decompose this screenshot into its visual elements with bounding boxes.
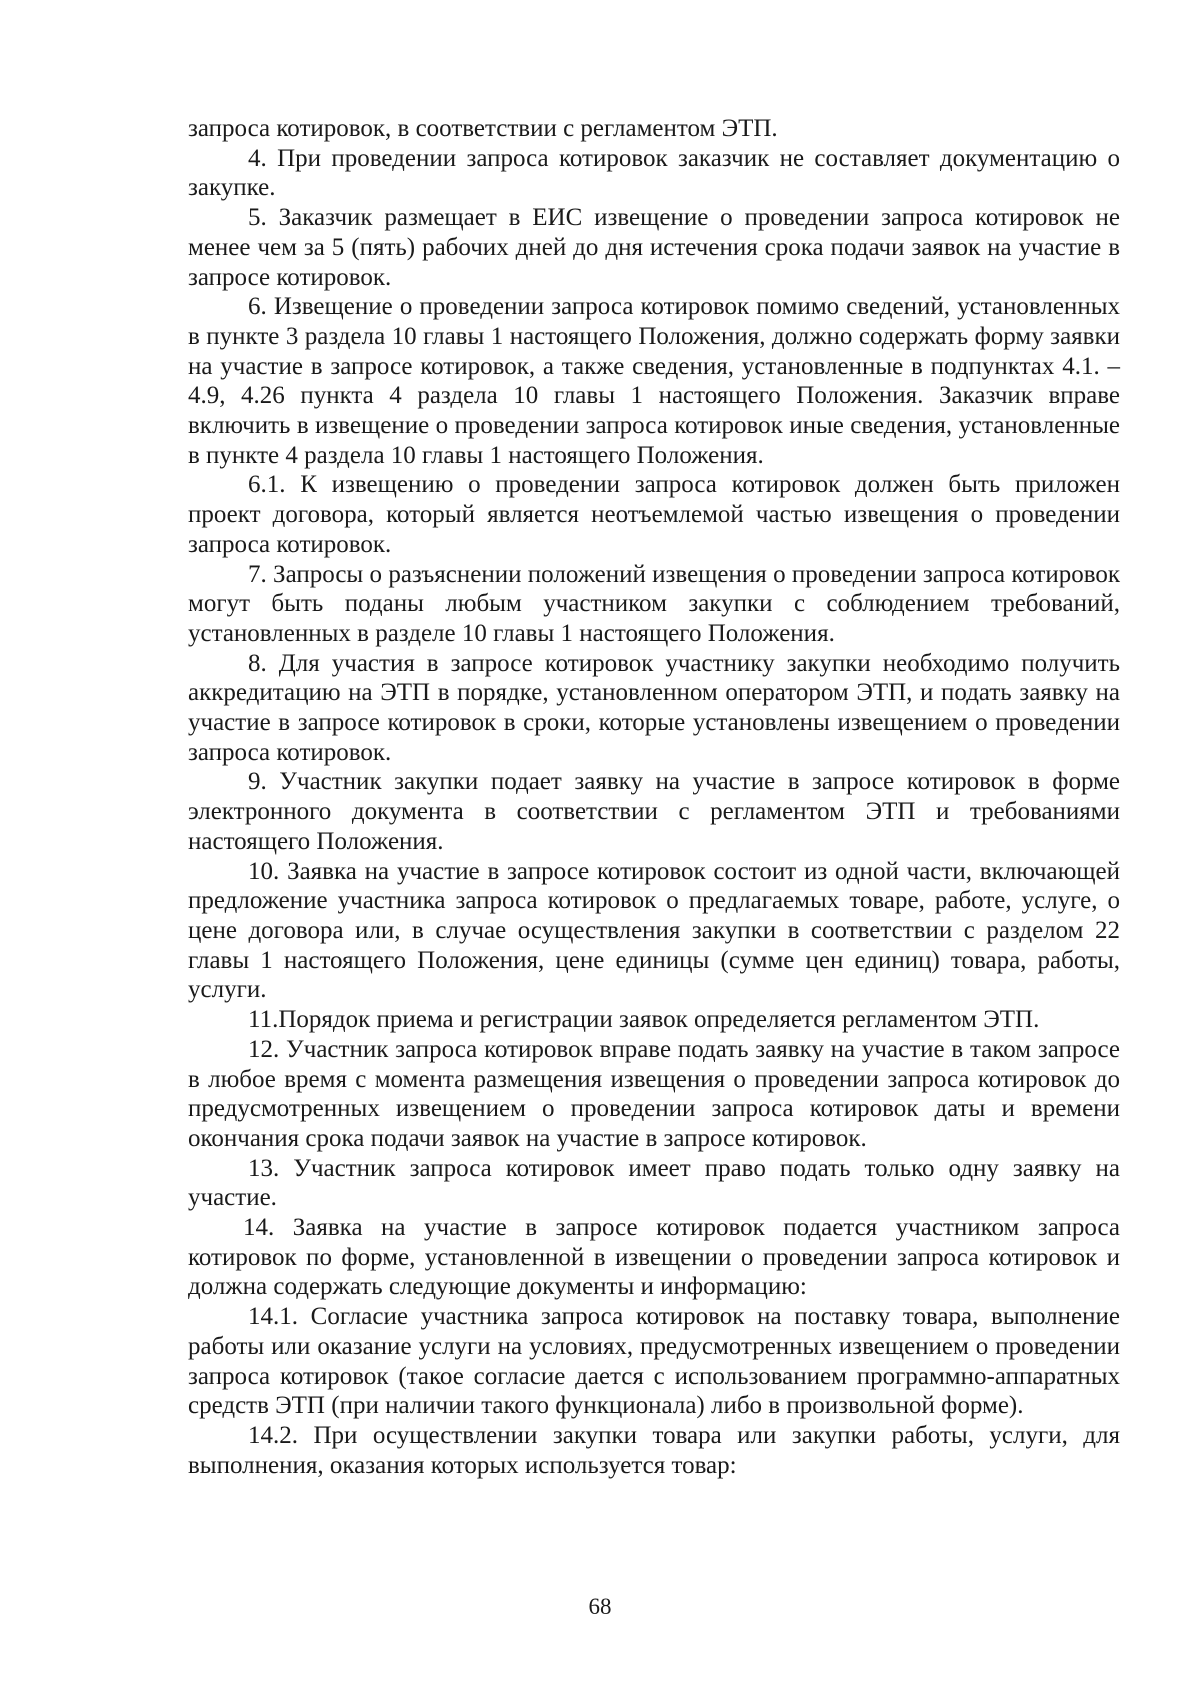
- paragraph-4: 4. При проведении запроса котировок заказчик не составляет документацию о закупке.: [188, 144, 1120, 202]
- paragraph-6-1: 6.1. К извещению о проведении запроса котировок должен быть приложен проект договора, который является неотъемлемой частью извещения о проведении запроса котировок.: [188, 471, 1120, 558]
- paragraph-9: 9. Участник закупки подает заявку на участие в запросе котировок в форме электронного документа в соответствии с регламентом ЭТП и требованиями настоящего Положения.: [188, 768, 1120, 855]
- paragraph-continuation: запроса котировок, в соответствии с регламентом ЭТП.: [188, 115, 778, 142]
- paragraph-6: 6. Извещение о проведении запроса котировок помимо сведений, установленных в пункте 3 раздела 10 главы 1 настоящего Положения, должно содержать форму заявки на участие в запросе котировок, а также сведения, установленные в подпунктах 4.1. – 4.9, 4.26 пункта 4 раздела 10 главы 1 настоящего Положения. Заказчик вправе включить в извещение о проведении запроса котировок иные сведения, установленные в пункте 4 раздела 10 главы 1 настоящего Положения.: [188, 293, 1120, 469]
- paragraph-10: 10. Заявка на участие в запросе котировок состоит из одной части, включающей предложение участника запроса котировок о предлагаемых товаре, работе, услуге, о цене договора или, в случае осуществления закупки в соответствии с разделом 22 главы 1 настоящего Положения, цене единицы (сумме цен единиц) товара, работы, услуги.: [188, 857, 1120, 1004]
- paragraph-14-1: 14.1. Согласие участника запроса котировок на поставку товара, выполнение работы или оказание услуги на условиях, предусмотренных извещением о проведении запроса котировок (такое согласие дается с использованием программно-аппаратных средств ЭТП (при наличии такого функционала) либо в произвольной форме).: [188, 1303, 1120, 1420]
- body-text: [188, 114, 1120, 1480]
- paragraph-14-2: 14.2. При осуществлении закупки товара или закупки работы, услуги, для выполнения, оказания которых используется товар:: [188, 1421, 1120, 1479]
- paragraph-13: 13. Участник запроса котировок имеет право подать только одну заявку на участие.: [188, 1154, 1120, 1212]
- page-number: 68: [588, 1594, 612, 1619]
- paragraph-14: 14. Заявка на участие в запросе котировок подается участником запроса котировок по форме, установленной в извещении о проведении запроса котировок и должна содержать следующие документы и информацию:: [188, 1214, 1120, 1301]
- paragraph-11: 11.Порядок приема и регистрации заявок определяется регламентом ЭТП.: [248, 1006, 1040, 1034]
- paragraph-7: 7. Запросы о разъяснении положений извещения о проведении запроса котировок могут быть поданы любым участником закупки с соблюдением требований, установленных в разделе 10 главы 1 настоящего Положения.: [188, 560, 1120, 647]
- paragraph-8: 8. Для участия в запросе котировок участнику закупки необходимо получить аккредитацию на ЭТП в порядке, установленном оператором ЭТП, и подать заявку на участие в запросе котировок в сроки, которые установлены извещением о проведении запроса котировок.: [188, 649, 1120, 766]
- paragraph-12: 12. Участник запроса котировок вправе подать заявку на участие в таком запросе в любое время с момента размещения извещения о проведении запроса котировок до предусмотренных извещением о проведении запроса котировок даты и времени окончания срока подачи заявок на участие в запросе котировок.: [188, 1035, 1120, 1152]
- paragraph-5: 5. Заказчик размещает в ЕИС извещение о проведении запроса котировок не менее чем за 5 (пять) рабочих дней до дня истечения срока подачи заявок на участие в запросе котировок.: [188, 204, 1120, 291]
